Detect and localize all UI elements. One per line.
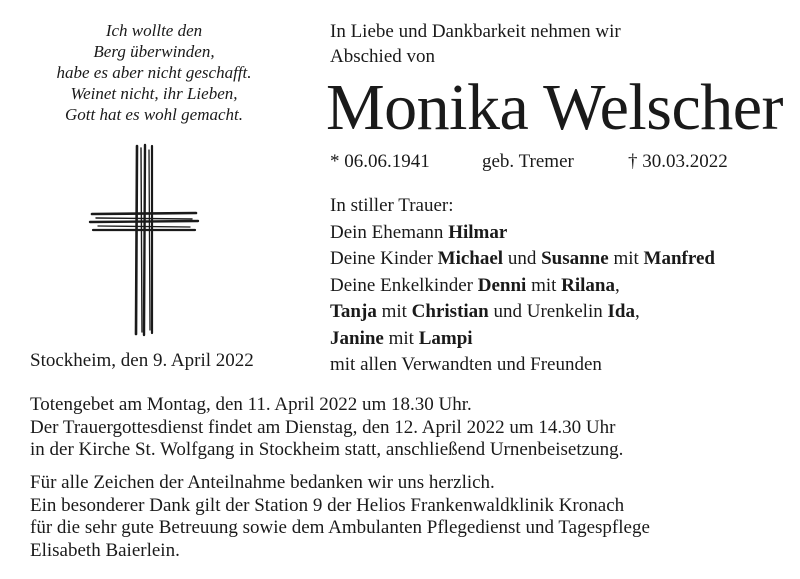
- service-line: in der Kirche St. Wolfgang in Stockheim statt, anschließend Urnenbeisetzung.: [30, 439, 624, 460]
- mourner-text: und Urenkelin: [488, 301, 608, 322]
- quote-line: Weinet nicht, ihr Lieben,: [70, 84, 238, 103]
- mourner-name: Manfred: [643, 248, 715, 269]
- mourner-text: und: [503, 248, 542, 269]
- mourner-name: Tanja: [330, 301, 377, 322]
- death-date: † 30.03.2022: [628, 151, 728, 172]
- quote-line: Gott hat es wohl gemacht.: [64, 105, 243, 124]
- mourner-text: mit: [608, 248, 644, 269]
- mourner-name: Denni: [477, 274, 527, 296]
- place-date: Stockheim, den 9. April 2022: [30, 350, 254, 371]
- intro-line: In Liebe und Dankbarkeit nehmen wir: [330, 21, 621, 42]
- mourner-name: Susanne: [541, 248, 609, 269]
- mourner-line: [330, 273, 715, 300]
- mourner-name: Ida: [607, 301, 635, 322]
- mourner-name: Rilana: [561, 274, 616, 296]
- birth-date: * 06.06.1941: [330, 151, 430, 172]
- deceased-name: Monika Welscher: [326, 71, 784, 144]
- mourner-text: mit: [526, 274, 562, 296]
- thanks-text: [30, 472, 650, 562]
- mourners-list: [330, 193, 715, 379]
- mourner-name: Janine: [330, 327, 384, 349]
- mourner-text: mit: [383, 327, 419, 349]
- mourner-name: Hilmar: [448, 221, 508, 243]
- life-dates: [330, 151, 780, 173]
- mourner-name: Michael: [437, 248, 504, 269]
- mourner-name: Lampi: [418, 327, 473, 349]
- thanks-line: für die sehr gute Betreuung sowie dem Ambulanten Pflegedienst und Tagespflege: [30, 517, 650, 538]
- mourner-text: Dein Ehemann: [330, 221, 449, 243]
- thanks-line: Für alle Zeichen der Anteilnahme bedanken wir uns herzlich.: [30, 472, 495, 493]
- service-line: Der Trauergottesdienst findet am Dienstag, den 12. April 2022 um 14.30 Uhr: [30, 416, 616, 438]
- mourner-text: ,: [615, 274, 620, 296]
- quote-line: Ich wollte den: [105, 21, 203, 40]
- mourner-name: Christian: [411, 301, 489, 322]
- thanks-line: Elisabeth Baierlein.: [30, 539, 180, 561]
- service-info: [30, 394, 623, 462]
- mourner-text: Deine Kinder: [330, 248, 438, 269]
- mourner-text: ,: [634, 301, 640, 322]
- quote-line: Berg überwinden,: [93, 42, 215, 61]
- mourner-line: [330, 299, 715, 326]
- mourners-closing: mit allen Verwandten und Freunden: [330, 354, 602, 375]
- mourner-text: Deine Enkelkinder: [330, 274, 478, 296]
- mourner-text: mit: [376, 301, 412, 322]
- service-line: Totengebet am Montag, den 11. April 2022 um 18.30 Uhr.: [30, 394, 472, 415]
- maiden-name: geb. Tremer: [482, 151, 574, 172]
- thanks-line: Ein besonderer Dank gilt der Station 9 der Helios Frankenwaldklinik Kronach: [30, 494, 625, 516]
- mourner-line: [330, 220, 715, 247]
- cross-icon: [88, 142, 200, 338]
- mourner-line: [330, 246, 715, 273]
- memorial-quote: [20, 20, 288, 125]
- mourner-line: [330, 326, 715, 353]
- mourners-heading: In stiller Trauer:: [330, 195, 454, 216]
- intro-text: [330, 19, 621, 69]
- quote-line: habe es aber nicht geschafft.: [56, 63, 252, 82]
- intro-line: Abschied von: [330, 46, 436, 67]
